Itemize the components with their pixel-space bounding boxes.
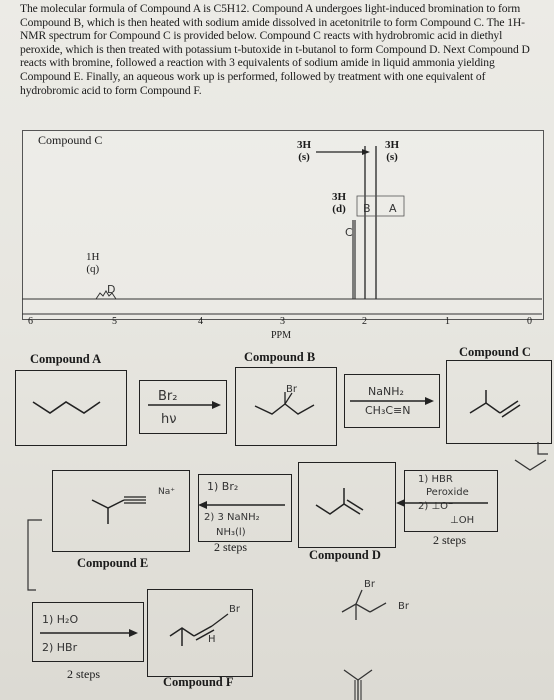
- label-compound-f: Compound F: [163, 675, 234, 689]
- hw-tbuo: 2) ⊥O⁻: [418, 501, 454, 512]
- hw-label-c: C: [345, 226, 353, 239]
- peak-arrow-head: [362, 149, 370, 155]
- structure-compound-e: [92, 500, 124, 508]
- structure-compound-a: [33, 402, 100, 413]
- axis-tick-4: 4: [198, 316, 203, 327]
- hw-nh3l: NH₃(l): [216, 527, 246, 538]
- label-compound-e: Compound E: [77, 556, 149, 570]
- structure-right-edge: [515, 460, 546, 470]
- structure-compound-f-br: [212, 614, 228, 626]
- structure-compound-c-db-b: [502, 405, 520, 417]
- hw-h2o: 1) H₂O: [42, 613, 79, 626]
- structure-dibromide-a: [356, 590, 362, 604]
- structure-compound-d-db-a: [344, 504, 360, 514]
- peak-label-3h-d: 3H (d): [332, 191, 347, 215]
- structure-compound-f-db-a: [194, 626, 212, 636]
- hw-label-b: B: [363, 202, 371, 215]
- steps-label-1: 2 steps: [214, 540, 247, 554]
- hw-step2-nanh2: 2) 3 NaNH₂: [204, 512, 260, 523]
- structure-compound-d: [316, 504, 344, 514]
- structure-compound-f-db-b: [196, 630, 214, 640]
- hw-hbr: 1) HBR: [418, 474, 453, 485]
- structure-alkyne-bottom: [344, 670, 372, 680]
- axis-tick-1: 1: [445, 316, 450, 327]
- axis-tick-0: 0: [527, 316, 532, 327]
- peak-1h-q: [96, 291, 116, 299]
- hw-hv: hν: [161, 412, 177, 427]
- hw-h-f: H: [208, 634, 216, 645]
- hw-br2: Br₂: [158, 389, 178, 404]
- problem-text: The molecular formula of Compound A is C5H12. Compound A undergoes light-induced bromination to form Compound B, which is then heated with sodium amide dissolved in acetonitrile to form Compound C. The 1H-NMR spectrum for Compound C is provided below. Compound C reacts with hydrobromic acid in diethyl peroxide, which is then treated with potassium t-butoxide in t-butanol to form Compound D. Next Compound D reacts with bromine, followed a reaction with 3 equivalents of sodium amide in liquid ammonia yielding Compound E. Finally, an aqueous work up is performed, followed by treatment with one equivalent of hydrobromic acid to form Compound F.: [20, 2, 530, 97]
- structure-compound-b: [255, 404, 314, 414]
- peak-label-3h-s-right: 3H (s): [385, 139, 400, 163]
- axis-tick-3: 3: [280, 316, 285, 327]
- hw-peak-box: [357, 196, 404, 216]
- hw-na: Na⁺: [158, 487, 175, 497]
- hw-ch3cn: CH₃C≡N: [365, 404, 411, 417]
- label-compound-c: Compound C: [459, 345, 531, 359]
- hw-label-a: A: [389, 202, 397, 215]
- structure-compound-c: [470, 403, 500, 413]
- peak-label-1h-q: 1H (q): [86, 251, 100, 275]
- structure-compound-d-db-b: [347, 500, 363, 510]
- hw-step1-br2: 1) Br₂: [207, 480, 239, 493]
- axis-tick-2: 2: [362, 316, 367, 327]
- steps-label-2: 2 steps: [433, 533, 466, 547]
- axis-tick-6: 6: [28, 316, 33, 327]
- structure-compound-b-br: [285, 393, 292, 404]
- reaction-arrow-3-head: [198, 501, 207, 509]
- axis-tick-5: 5: [112, 316, 117, 327]
- structure-dibromide-b: [370, 603, 386, 612]
- reaction-arrow-4-head: [396, 499, 405, 507]
- hw-br-b: Br: [286, 384, 297, 395]
- label-compound-d: Compound D: [309, 548, 381, 562]
- label-compound-b: Compound B: [244, 350, 316, 364]
- hw-br-d1: Br: [364, 579, 375, 590]
- hw-tboh: ⊥OH: [450, 515, 475, 526]
- hw-peroxide: Peroxide: [426, 487, 469, 498]
- connector-left: [28, 520, 42, 590]
- reaction-arrow-5-head: [129, 629, 138, 637]
- axis-label-ppm: PPM: [271, 330, 292, 341]
- hw-nanh2: NaNH₂: [368, 385, 404, 398]
- hw-br-f: Br: [229, 604, 240, 615]
- hw-hbr2: 2) HBr: [42, 641, 78, 654]
- steps-label-3: 2 steps: [67, 667, 100, 681]
- nmr-spectrum-title: Compound C: [38, 133, 103, 147]
- hw-label-d: D: [107, 283, 116, 296]
- structure-compound-c-db-a: [500, 401, 518, 413]
- connector-right: [538, 442, 548, 454]
- label-compound-a: Compound A: [30, 352, 102, 366]
- reaction-arrow-2-head: [425, 397, 434, 405]
- reaction-arrow-1-head: [212, 401, 221, 409]
- hw-br-d2: Br: [398, 601, 409, 612]
- peak-label-3h-s-left: 3H (s): [297, 139, 312, 163]
